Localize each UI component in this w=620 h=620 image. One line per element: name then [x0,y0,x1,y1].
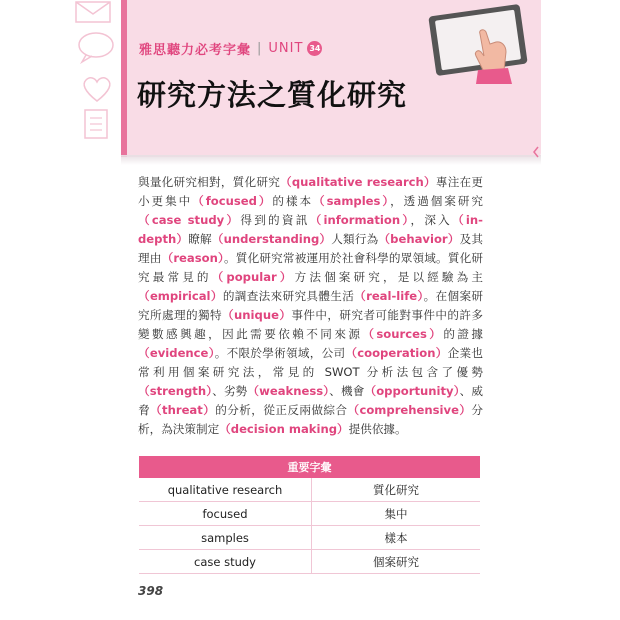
paragraph-text: 、威脅 [138,384,483,417]
keyword-term: （strength） [138,384,213,398]
chevron-left-icon [532,146,540,158]
keyword-term: （comprehensive） [347,403,472,417]
envelope-doodle-icon [74,0,114,26]
paragraph-text: 的證據 [443,327,483,341]
article-paragraph [138,173,483,439]
vocab-table-header: 重要字彙 [139,456,480,478]
keyword-term: （unique） [222,308,292,322]
keyword-term: （in-depth） [138,213,483,246]
paragraph-text: 的樣本 [272,194,314,208]
series-title [139,39,322,58]
vocab-chinese: 集中 [312,502,481,526]
paragraph-text: 瞭解 [188,232,212,246]
keyword-term: （behavior） [378,232,460,246]
keyword-term: （understanding） [211,232,332,246]
clipboard-doodle-icon [82,106,112,142]
keyword-term: （cooperation） [345,346,448,360]
vocab-chinese: 樣本 [312,526,481,550]
paragraph-text: 專注在更小更集中 [138,175,483,208]
keyword-term: （qualitative research） [280,175,436,189]
vocab-english: focused [139,502,312,526]
keyword-term: （case study） [138,213,241,227]
keyword-term: （samples） [313,194,391,208]
table-row [139,478,480,502]
keyword-term: （opportunity） [364,384,460,398]
paragraph-text: ，透過個案研究 [390,194,483,208]
keyword-term: （sources） [362,327,444,341]
vocab-chinese: 個案研究 [312,550,481,574]
header-accent-bar [121,0,127,157]
vocab-chinese: 質化研究 [312,478,481,502]
heart-doodle-icon [80,74,114,104]
paragraph-text: 及其理由 [138,232,483,265]
series-separator: | [257,41,263,56]
vocab-english: samples [139,526,312,550]
paragraph-text: 提供依據。 [348,422,407,436]
unit-label: UNIT [268,41,304,56]
paragraph-text: 。不限於學術領域，公司 [214,346,346,360]
paragraph-text: 事件中，研究者可能對事件中的許多變數感興趣，因此需要依賴不同來源 [138,308,483,341]
unit-number-badge: 34 [307,41,322,56]
keyword-term: （empirical） [138,289,223,303]
keyword-term: （evidence） [138,346,215,360]
paragraph-text: 的調查法來研究具體生活 [222,289,355,303]
vocab-english: qualitative research [139,478,312,502]
table-row [139,502,480,526]
vocab-english: case study [139,550,312,574]
keyword-term: （reason） [161,251,225,265]
paragraph-text: 得到的資訊 [240,213,310,227]
vocab-table [139,456,480,574]
page-title: 研究方法之質化研究 [137,78,408,112]
paragraph-text: 與量化研究相對，質化研究 [138,175,281,189]
table-row [139,550,480,574]
series-name: 雅思聽力必考字彙 [139,43,252,58]
paragraph-text: 方法個案研究，是以經驗為主 [294,270,483,284]
page-number: 398 [138,584,164,598]
keyword-term: （popular） [211,270,295,284]
paragraph-text: 、劣勢 [212,384,248,398]
paragraph-text: 。質化研究常被運用於社會科學的眾領域。質化研究最常見的 [138,251,483,284]
keyword-term: （real-life） [354,289,424,303]
tablet-illustration-icon [418,4,536,88]
keyword-term: （focused） [192,194,273,208]
paragraph-text: 人類行為 [331,232,379,246]
paragraph-text: 的分析，從正反兩做綜合 [215,403,348,417]
keyword-term: （weakness） [247,384,330,398]
paragraph-text: ，深入 [410,213,453,227]
paragraph-text: 、機會 [329,384,365,398]
paragraph-text: 。在個案研究所處理的獨特 [138,289,483,322]
paragraph-text: 分析，為決策制定 [138,403,483,436]
header-shadow [121,155,541,165]
unit-header-card [121,0,541,157]
chat-bubble-doodle-icon [76,30,116,64]
paragraph-text: 企業也常利用個案研究法，常見的 SWOT 分析法包含了優勢 [138,346,483,379]
keyword-term: （information） [309,213,411,227]
keyword-term: （decision making） [219,422,349,436]
keyword-term: （threat） [150,403,216,417]
table-row [139,526,480,550]
